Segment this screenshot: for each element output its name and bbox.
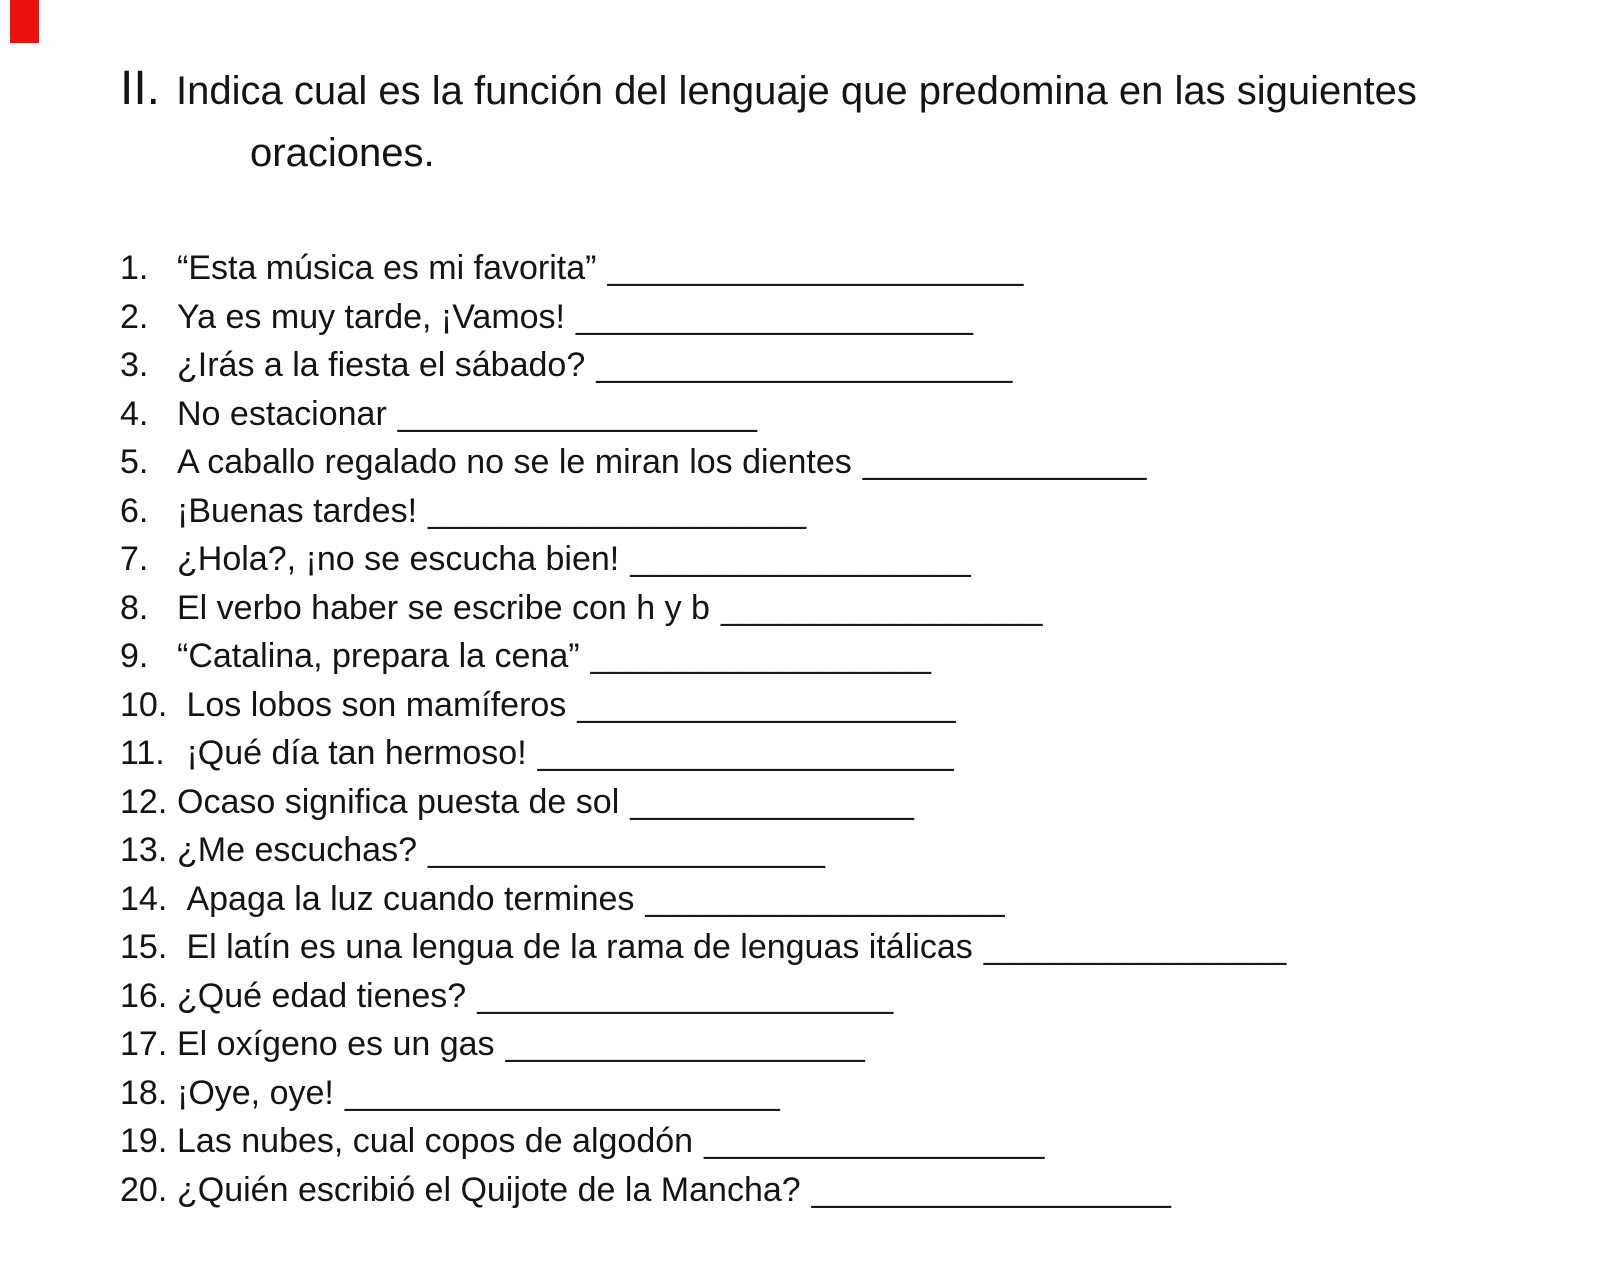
list-item [120,681,1568,730]
item-text: No estacionar [177,394,387,433]
list-item [120,438,1568,487]
item-number: 19. [120,1122,168,1160]
list-item [120,390,1568,439]
list-item [120,584,1568,633]
item-number: 7. [120,540,149,578]
item-number: 5. [120,443,149,481]
item-text: ¡Buenas tardes! [177,491,418,530]
item-number: 12. [120,782,168,821]
item-text: ¡Oye, oye! [177,1073,334,1112]
answer-blank: ____________________ [428,491,807,530]
answer-blank: ______________________ [607,249,1024,287]
red-corner-marker [10,0,39,43]
item-text: “Esta música es mi favorita” [177,249,597,287]
section-title-line1 [120,58,1568,122]
list-item [120,1020,1568,1069]
answer-blank: ________________ [983,928,1287,966]
list-item [120,1166,1568,1215]
answer-blank: _______________________ [344,1073,780,1112]
list-item [120,244,1568,293]
item-text: ¿Quién escribió el Quijote de la Mancha? [177,1170,801,1209]
section-numeral: II. [120,62,161,115]
list-item [120,826,1568,875]
item-number: 18. [120,1073,168,1112]
list-item [120,875,1568,924]
list-item [120,632,1568,681]
item-number: 10. [120,685,168,724]
item-number: 3. [120,346,149,384]
item-number: 16. [120,976,168,1015]
item-number: 13. [120,831,168,869]
item-text: “Catalina, prepara la cena” [177,637,580,675]
item-number: 1. [120,249,149,287]
item-text: ¿Hola?, ¡no se escucha bien! [177,540,620,578]
item-text: Las nubes, cual copos de algodón [177,1122,694,1160]
item-number: 4. [120,394,149,433]
item-number: 9. [120,637,149,675]
item-text: Ya es muy tarde, ¡Vamos! [177,297,565,336]
item-text: Apaga la luz cuando termines [177,879,635,918]
answer-blank: ______________________ [596,346,1013,384]
item-text: ¿Irás a la fiesta el sábado? [177,346,586,384]
answer-blank: ______________________ [537,734,954,772]
item-text: Ocaso significa puesta de sol [177,782,620,821]
item-text: ¿Qué edad tienes? [177,976,467,1015]
list-item [120,778,1568,827]
list-item [120,487,1568,536]
list-item [120,1069,1568,1118]
list-item [120,972,1568,1021]
item-number: 11. [120,734,165,772]
list-item [120,341,1568,390]
list-item [120,729,1568,778]
answer-blank: ______________________ [477,976,894,1015]
answer-blank: ___________________ [811,1170,1171,1209]
answer-blank: _____________________ [428,831,826,869]
item-text: A caballo regalado no se le miran los dientes [177,443,852,481]
item-text: ¿Me escuchas? [177,831,417,869]
item-number: 20. [120,1170,168,1209]
section-title [120,58,1568,184]
answer-blank: _______________ [630,782,914,821]
item-number: 2. [120,297,149,336]
item-number: 8. [120,588,149,627]
item-text: Los lobos son mamíferos [177,685,567,724]
answer-blank: __________________ [590,637,931,675]
item-number: 15. [120,928,168,966]
list-item [120,535,1568,584]
answer-blank: ___________________ [645,879,1005,918]
list-item [120,923,1568,972]
section-title-line2: oraciones. [250,131,435,175]
item-text: El latín es una lengua de la rama de lenguas itálicas [177,928,973,966]
item-text: El verbo haber se escribe con h y b [177,588,710,627]
answer-blank: ____________________ [577,685,956,724]
answer-blank: _____________________ [576,297,974,336]
answer-blank: _______________ [862,443,1147,481]
item-number: 14. [120,879,168,918]
item-number: 6. [120,491,149,530]
answer-blank: ___________________ [397,394,758,433]
exercise-list [120,244,1568,1214]
item-number: 17. [120,1025,168,1063]
section-title-text: Indica cual es la función del lenguaje que predomina en las siguientes [176,69,1417,113]
item-text: El oxígeno es un gas [177,1025,495,1063]
answer-blank: _________________ [720,588,1043,627]
answer-blank: __________________ [630,540,971,578]
answer-blank: __________________ [704,1122,1045,1160]
list-item [120,1117,1568,1166]
item-text: ¡Qué día tan hermoso! [177,734,527,772]
list-item [120,293,1568,342]
answer-blank: ___________________ [505,1025,865,1063]
